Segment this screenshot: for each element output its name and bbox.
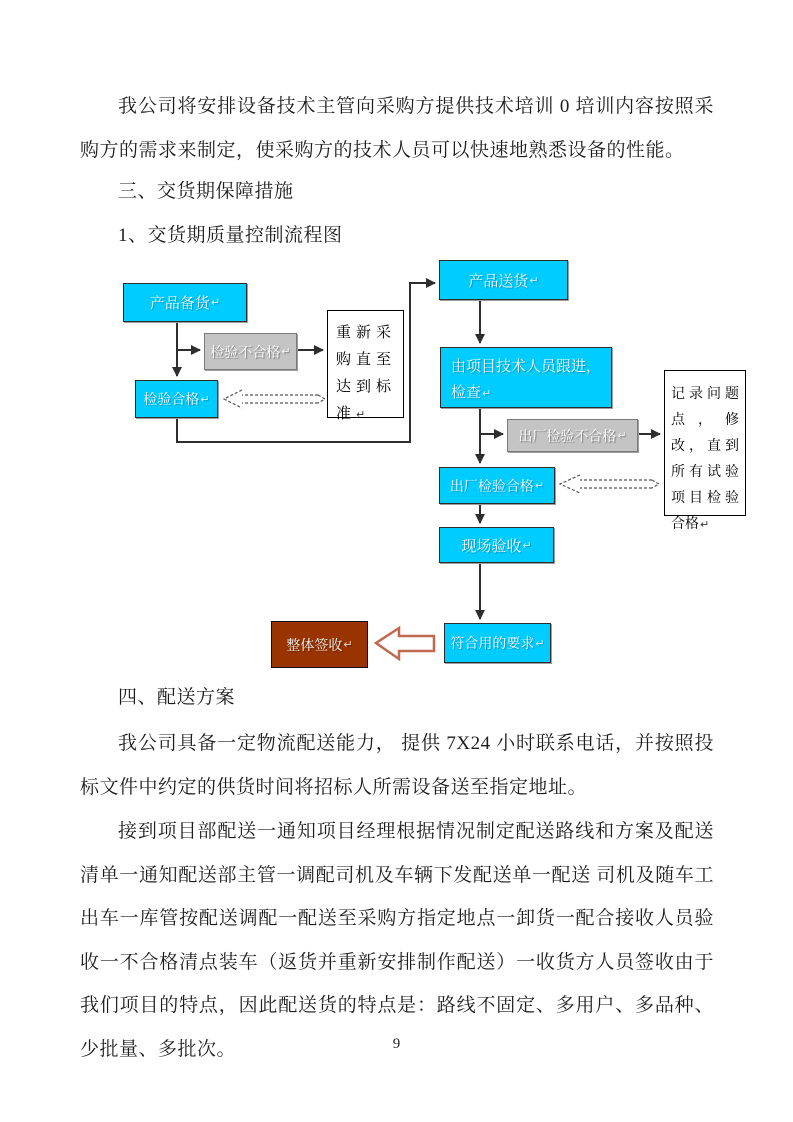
- paragraph-mark: ↵: [210, 297, 221, 309]
- paragraph-mark: ↵: [534, 480, 545, 492]
- flowchart-box-record-note: 记录问题点，修改，直到所有试验项目检验合格↵: [664, 370, 746, 516]
- dashed-return-arrow-right: [560, 475, 659, 493]
- page-number: 9: [392, 1036, 401, 1052]
- heading-delivery-plan: 四、配送方案: [118, 687, 236, 708]
- flowchart-box-overall-sign: 整体签收 ↵: [271, 621, 368, 668]
- paragraph-mark: ↵: [281, 346, 291, 358]
- paragraph-training: 我公司将安排设备技术主管向采购方提供技术培训 0 培训内容按照采购方的需求来制定，使采购方的技术人员可以快速地熟悉设备的性能。: [80, 96, 714, 161]
- paragraph-mark: ↵: [482, 388, 492, 400]
- flowchart-box-factory-inspect-pass: 出厂检验合格 ↵: [439, 467, 555, 504]
- dashed-return-arrow-left: [224, 390, 325, 408]
- paragraph-mark: ↵: [617, 430, 627, 442]
- flowchart-box-inspect-pass: 检验合格 ↵: [135, 380, 218, 418]
- flowchart-box-meet-requirement: 符合用的要求 ↵: [444, 623, 551, 663]
- flowchart-box-tech-follow: 由项目技术人员跟进，检查↵: [440, 347, 612, 408]
- paragraph-logistics: 我公司具备一定物流配送能力， 提供 7X24 小时联系电话，并按照投标文件中约定的供货时间将招标人所需设备送至指定地址。: [80, 733, 714, 798]
- paragraph-mark: ↵: [343, 639, 353, 651]
- heading-quality-flowchart: 1、交货期质量控制流程图: [118, 225, 343, 246]
- paragraph-mark: ↵: [356, 409, 370, 421]
- flowchart-box-repurchase: 重新采购直至达到标准↵: [327, 310, 404, 418]
- paragraph-mark: ↵: [522, 539, 532, 552]
- flowchart-box-inspect-fail: 检验不合格 ↵: [204, 333, 297, 370]
- paragraph-mark: ↵: [700, 519, 710, 531]
- heading-delivery-guarantee: 三、交货期保障措施: [118, 181, 294, 202]
- paragraph-delivery-process: 接到项目部配送一通知项目经理根据情况制定配送路线和方案及配送清单一通知配送部主管一调配司机及车辆下发配送单一配送 司机及随车工出车一库管按配送调配一配送至采购方指定地点一卸货一配合接收人员验收一不合格清点装车（返货并重新安排制作配送）一收货方人员签收由于我们项目的特点，因此配送货的特点是：路线不固定、多用户、多品种、少批量、多批次。: [80, 821, 714, 1060]
- flowchart-box-site-acceptance: 现场验收 ↵: [439, 527, 554, 563]
- left-block-arrow: [376, 628, 434, 659]
- paragraph-mark: ↵: [529, 274, 539, 287]
- flowchart-box-product-deliver: 产品送货 ↵: [439, 260, 568, 300]
- flowchart-box-factory-inspect-fail: 出厂检验不合格 ↵: [507, 419, 638, 452]
- flowchart-box-product-stock: 产品备货 ↵: [123, 283, 247, 322]
- paragraph-mark: ↵: [200, 393, 210, 406]
- paragraph-mark: ↵: [535, 637, 545, 650]
